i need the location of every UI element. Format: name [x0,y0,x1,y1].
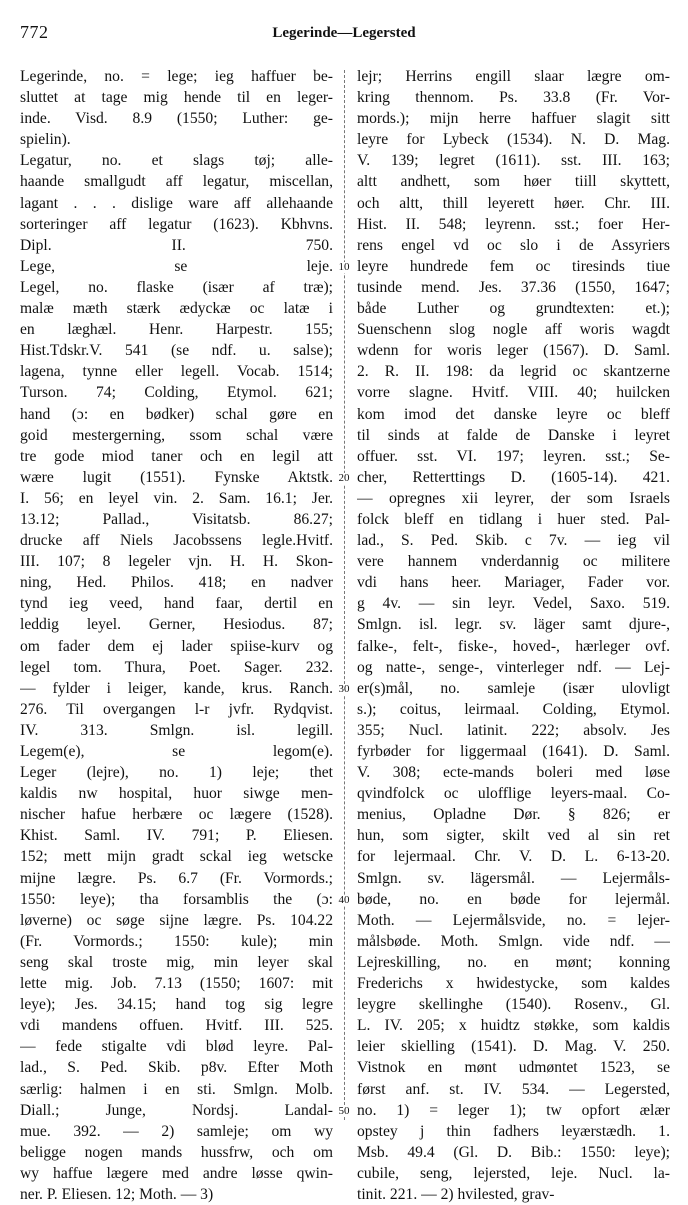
text-line: Msb. 49.4 (Gl. D. Bib.: 1550: leye); [357,1143,670,1161]
text-line: L. IV. 205; x huidtz støkke, som kaldis [357,1017,670,1035]
text-line: Vistnok en mønt udmøntet 1523, se [357,1059,670,1077]
text-line: målsbøde. Moth. Smlgn. vide ndf. — [357,932,670,950]
right-column [357,66,670,1205]
text-line: lad., S. Ped. Skib. c 7v. — ieg vil [357,532,670,550]
text-line: mijne lægre. Ps. 6.7 (Fr. Vormords.; [20,869,333,887]
text-line: s.); coitus, leirmaal. Colding, Etymol. [357,700,670,718]
text-line: g 4v. — sin leyr. Vedel, Saxo. 519. [357,595,670,613]
text-line: leyre for Lybeck (1534). N. D. Mag. [357,131,670,149]
text-line: Diall.; Junge, Nordsj. Landal- [20,1101,333,1119]
text-line: opstey j thin fadhers leyærstædh. 1. [357,1122,670,1140]
text-line: leier skielling (1541). D. Mag. V. 250. [357,1038,670,1056]
text-line: for lejermaal. Chr. V. D. L. 6-13-20. [357,848,670,866]
text-line: legel tom. Thura, Poet. Sager. 232. [20,658,333,676]
text-line: Hist.Tdskr.V. 541 (se ndf. u. salse); [20,342,333,360]
text-line: kaldis nw hospital, huor siwge men- [20,785,333,803]
text-line: fyrbøder for liggermaal (1641). D. Saml. [357,743,670,760]
line-number-marker: 30 [336,684,352,695]
text-line: och altt, thill leyerett høer. Chr. III. [357,194,670,212]
text-line: beligge nogen mands hussfrw, och om [20,1143,333,1161]
text-line: leygre skellinghe (1540). Rosenv., Gl. [357,996,670,1014]
text-line: lejr; Herrins engill slaar lægre om- [357,68,670,85]
text-line: Moth. — Lejermålsvide, no. = lejer- [357,911,670,929]
text-line: lagena, tynne eller legell. Vocab. 1514; [20,363,333,381]
text-line: lette mig. Job. 7.13 (1550; 1607: mit [20,975,333,993]
text-line: — fylder i leiger, kande, krus. Ranch. [20,679,333,697]
text-line: kom imod det danske leyre oc bleff [357,405,670,423]
text-line: sorteringer aff legatur (1623). Kbhvns. [20,215,333,233]
text-line: haande smallgudt aff legatur, miscellan, [20,173,333,191]
text-line: bøde, no. en bøde for lejermål. [357,890,670,908]
text-line: ning, Hed. Philos. 418; en nadver [20,574,333,592]
text-line: en læghæl. Henr. Harpestr. 155; [20,321,333,339]
text-line: III. 107; 8 legeler vjn. H. H. Skon- [20,553,333,571]
text-line: cher, Retterttings D. (1605-14). 421. [357,468,670,486]
text-line: 13.12; Pallad., Visitatsb. 86.27; [20,510,333,528]
text-line: qvindfolck oc ulofflige leyers-maal. Co- [357,785,670,803]
text-line: løverne) oc søge sijne lægre. Ps. 104.22 [20,911,333,929]
text-line: wære lugit (1551). Fynske Aktstk. [20,468,333,486]
text-line: vere hannem vnderdannig oc militere [357,553,670,571]
text-line: cubile, seng, lejersted, leje. Nucl. la- [357,1164,670,1182]
text-line: I. 56; en leyel vin. 2. Sam. 16.1; Jer. [20,489,333,507]
column-divider [344,70,345,1120]
text-line: Hist. II. 548; leyrenn. sst.; foer Her- [357,215,670,233]
text-line: Smlgn. isl. legr. sv. läger samt djure-, [357,616,670,634]
text-line: seng skal troste mig, min leyer skal [20,953,333,971]
text-line: IV. 313. Smlgn. isl. legill. [20,721,333,739]
line-number-marker: 50 [336,1106,352,1117]
text-line: vorre slagne. Hvitf. VIII. 40; huilcken [357,384,670,402]
text-line: Khist. Saml. IV. 791; P. Eliesen. [20,827,333,845]
line-number-marker: 40 [336,895,352,906]
text-line: sluttet at tage mig hende til en leger- [20,89,333,107]
text-line: (Fr. Vormords.; 1550: kule); min [20,932,333,950]
text-line: Legerinde, no. = lege; ieg haffuer be- [20,68,333,85]
text-line: tre gode miod taner och en legil att [20,447,333,465]
page-header [0,0,688,46]
text-line: leyre hundrede fem oc tiresinds tiue [357,257,670,275]
text-line: — opregnes xii leyrer, der som Israels [357,489,670,507]
text-line: lad., S. Ped. Skib. p8v. Efter Moth [20,1059,333,1077]
text-line: Lejreskilling, no. en mønt; konning [357,953,670,971]
text-line: no. 1) = leger 1); tw opfort ælær [357,1101,670,1119]
text-line: goid mestergerning, ssom schal være [20,426,333,444]
text-line: spielin). [20,131,71,149]
text-line: falke-, felt-, fiske-, hoved-, hærleger ovf. [357,637,670,655]
text-line: til sinds at falde de Danske i leyret [357,426,670,444]
text-line: — fede stigalte vdi blød leyre. Pal- [20,1038,333,1056]
text-line: drucke aff Niels Jacobssens legle.Hvitf. [20,532,333,550]
text-line: Suenschenn slog nogle aff woris wagdt [357,321,670,339]
text-line: er(s)mål, no. samleje (især ulovligt [357,679,670,697]
text-line: rens engel vd oc slo i de Assyriers [357,236,670,254]
text-line: hand (ɔ: en bødker) schal gøre en [20,405,333,423]
text-line: mue. 392. — 2) samleje; om wy [20,1122,333,1140]
line-number-marker: 10 [336,262,352,273]
text-line: kring thennom. Ps. 33.8 (Fr. Vor- [357,89,670,107]
text-line: vdi hans heer. Mariager, Fader vor. [357,574,670,592]
text-line: malæ mæth stærk ædyckæ oc latæ i [20,300,333,318]
text-line: 1550: leye); tha forsamblis the (ɔ: [20,890,333,908]
text-line: Legatur, no. et slags tøj; alle- [20,152,333,170]
left-column [20,66,333,1205]
text-line: Legel, no. flaske (især af træ); [20,278,333,296]
text-line: tusinde mend. Jes. 37.36 (1550, 1647; [357,278,670,296]
text-line: 2. R. II. 198: da legrid oc skantzerne [357,363,670,381]
text-line: 355; Nucl. latinit. 222; absolv. Jes [357,721,670,739]
text-line: altt andhett, som høer tiill skyttett, [357,173,670,191]
text-line: særlig: halmen i en sti. Smlgn. Molb. [20,1080,333,1098]
text-line: leye); Jes. 34.15; hand tog sig legre [20,996,333,1014]
text-line: 152; mett mijn gradt sckal ieg wetscke [20,848,333,866]
text-line: inde. Visd. 8.9 (1550; Luther: ge- [20,110,333,128]
text-line: mords.); mijn herre haffuer slagit sitt [357,110,670,128]
text-line: offuer. sst. VI. 197; leyren. sst.; Se- [357,447,670,465]
text-line: Leger (lejre), no. 1) leje; thet [20,764,333,782]
text-line: V. 308; ecte-mands boleri med løse [357,764,670,782]
text-line: og natte-, senge-, vinterleger ndf. — Lej- [357,658,670,676]
text-line: Smlgn. sv. lägersmål. — Lejermåls- [357,869,670,887]
text-line: wy haffue lægere med andre løsse qwin- [20,1164,333,1182]
text-line: menius, Opladne Dør. § 826; er [357,806,670,824]
text-line: wdenn for woris leger (1567). D. Saml. [357,342,670,360]
text-line: først anf. st. IV. 534. — Legersted, [357,1080,670,1098]
text-line: V. 139; legret (1611). sst. III. 163; [357,152,670,170]
text-line: lagant . . . dislige ware aff allehaande [20,194,333,212]
text-line: tynd ieg veed, hand faar, dertil en [20,595,333,613]
text-line: Frederichs x hwidestycke, som kaldes [357,975,670,993]
text-line: 276. Til overgangen l-r jvfr. Rydqvist. [20,700,333,718]
text-line: Legem(e), se legom(e). [20,743,333,760]
text-line: om fader dem ej lader spiise-kurv og [20,637,333,655]
text-line: Turson. 74; Colding, Etymol. 621; [20,384,333,402]
text-line: leddig leyel. Gerner, Hesiodus. 87; [20,616,333,634]
text-line: både Luther og grundtexten: et.); [357,300,670,318]
text-line: folck bleff en tidlang i huer sted. Pal- [357,510,670,528]
text-line: Lege, se leje. [20,257,333,275]
running-head: Legerinde—Legersted [272,25,416,41]
page-number: 772 [20,22,49,42]
text-line: nischer hafue herbære oc lægere (1528). [20,806,333,824]
text-line: vdi mandens offuen. Hvitf. III. 525. [20,1017,333,1035]
line-number-marker: 20 [336,473,352,484]
text-line: hun, som sigter, skilt ved al sin ret [357,827,670,845]
text-line: tinit. 221. — 2) hvilested, grav- [357,1185,555,1203]
text-line: ner. P. Eliesen. 12; Moth. — 3) [20,1185,214,1203]
text-line: Dipl. II. 750. [20,236,333,254]
